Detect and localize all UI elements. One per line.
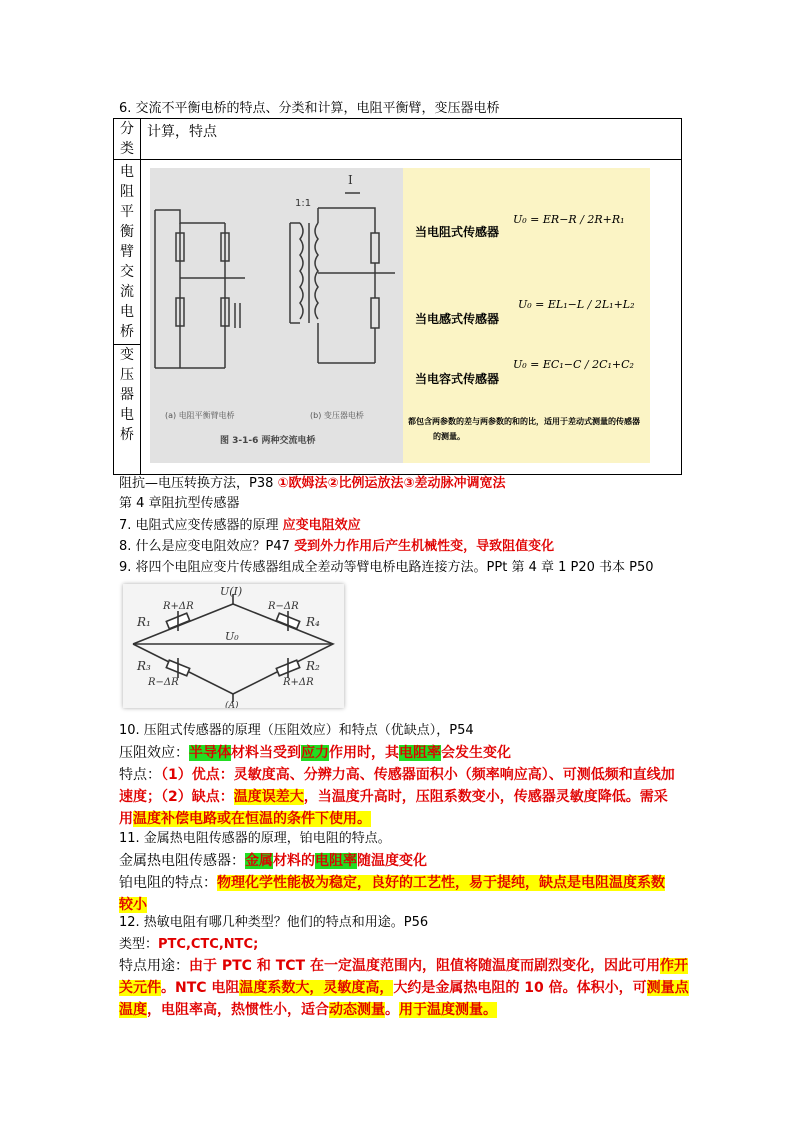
- features-compensation: 温度补偿电路或在恒温的条件下使用。: [133, 811, 371, 827]
- bridge-r1: R₁: [137, 615, 151, 629]
- bridge-r1-value: R+ΔR: [163, 601, 194, 612]
- q11-line: 11. 金属热电阻传感器的原理，铂电阻的特点。: [119, 831, 391, 846]
- piezo-text-2: 作用时，其: [329, 745, 399, 761]
- use-temp-measure: 用于温度测量。: [399, 1002, 497, 1018]
- metal-text-1: 材料的: [273, 853, 315, 869]
- svg-text:I: I: [348, 173, 353, 187]
- inductive-formula: U₀ = EL₁−L / 2L₁+L₂: [518, 298, 635, 311]
- bridge-output: U₀: [225, 630, 239, 643]
- piezo-text-1: 材料当受到: [231, 745, 301, 761]
- bridge-r4-value: R−ΔR: [268, 601, 299, 612]
- use-l3b: ，电阻率高，热惯性小，适合: [147, 1002, 329, 1018]
- piezo-prefix: 压阻效应：: [119, 745, 189, 761]
- metal-metal: 金属: [245, 853, 273, 869]
- table-header-calc: 计算，特点: [141, 119, 682, 160]
- use-point-2: 温度: [119, 1002, 147, 1018]
- platinum-prefix: 铂电阻的特点：: [119, 875, 217, 891]
- thermistor-use-line3: [119, 1000, 497, 1020]
- q7-question: 7. 电阻式应变传感器的原理: [119, 518, 283, 533]
- piezo-text-3: 会发生变化: [441, 745, 511, 761]
- platinum-features: 物理化学性能极为稳定，良好的工艺性，易于提纯，缺点是电阻温度系数: [217, 875, 665, 891]
- use-point-1: 测量点: [646, 980, 689, 996]
- q8-line: [119, 537, 554, 557]
- piezo-features-line1: [119, 765, 675, 785]
- features-advantages: （1）优点：灵敏度高、分辨力高、传感器面积小（频率响应高）、可测低频和直线加: [161, 767, 675, 783]
- platinum-line2: [119, 895, 147, 915]
- impedance-prefix: 阻抗—电压转换方法，P38: [119, 476, 278, 491]
- capacitive-formula: U₀ = EC₁−C / 2C₁+C₂: [513, 358, 634, 371]
- note-line1: 都包含两参数的差与两参数的和的比，适用于差动式测量的传感器: [408, 417, 640, 426]
- table-header-category: 分 类: [114, 119, 141, 160]
- note-line2: 的测量。: [433, 432, 465, 441]
- use-switch-2: 关元件: [119, 980, 161, 996]
- use-prefix: 特点用途：: [119, 958, 189, 974]
- chapter4-heading: 第 4 章阻抗型传感器: [119, 496, 240, 511]
- figure-caption: 图 3-1-6 两种交流电桥: [220, 436, 316, 446]
- metal-prefix: 金属热电阻传感器：: [119, 853, 245, 869]
- row-label-transformer-bridge: 变 压 器 电 桥: [114, 345, 141, 475]
- bridge-r3: R₃: [137, 659, 151, 673]
- impedance-line: [119, 474, 506, 494]
- thermistor-use-line2: [119, 978, 689, 998]
- piezo-features-line2: [119, 787, 668, 807]
- q10-line: 10. 压阻式传感器的原理（压阻效应）和特点（优缺点），P54: [119, 723, 474, 738]
- platinum-line1: [119, 873, 665, 893]
- types-prefix: 类型：: [119, 937, 159, 952]
- use-l2b: 。NTC 电阻: [161, 980, 240, 996]
- bridge-bottom: (A): [225, 701, 239, 708]
- platinum-features-cont: 较小: [119, 897, 147, 913]
- features-l2c: ，当温度升高时，压阻系数变小，传感器灵敏度降低。需采: [303, 789, 668, 805]
- resistive-formula: U₀ = ER−R / 2R+R₁: [513, 213, 625, 226]
- piezo-features-line3: [119, 809, 371, 829]
- thermistor-types-line: [119, 935, 258, 955]
- figure-left-caption: (a) 电阻平衡臂电桥: [165, 411, 235, 420]
- impedance-methods: ①欧姆法②比例运放法③差动脉冲调宽法: [277, 476, 506, 491]
- use-l3d: 。: [385, 1002, 399, 1018]
- bridge-r4: R₄: [306, 615, 320, 629]
- piezo-stress: 应力: [301, 745, 329, 761]
- q6-heading: 6. 交流不平衡电桥的特点、分类和计算，电阻平衡臂，变压器电桥: [119, 101, 500, 116]
- features-temp-error: 温度误差大: [233, 789, 304, 805]
- row-label-resistive-bridge: 电 阻 平 衡 臂 交 流 电 桥: [114, 160, 141, 345]
- use-l1a: 由于 PTC 和 TCT 在一定温度范围内，阻值将随温度而剧烈变化，因此可用: [189, 958, 660, 974]
- q8-answer: 受到外力作用后产生机械性变，导致阻值变化: [294, 539, 555, 554]
- metal-resistivity: 电阻率: [315, 853, 357, 869]
- types-list: PTC,CTC,NTC;: [158, 937, 259, 952]
- use-dynamic: 动态测量: [329, 1002, 385, 1018]
- q7-answer: 应变电阻效应: [282, 518, 361, 533]
- full-bridge-figure: [123, 584, 344, 708]
- inductive-label: 当电感式传感器: [415, 312, 500, 326]
- figure-right-caption: (b) 变压器电桥: [310, 411, 364, 420]
- ratio-label: 1:1: [295, 198, 312, 209]
- formula-panel: [403, 168, 650, 463]
- bridge-supply: U(I): [220, 585, 243, 598]
- bridge-r3-value: R−ΔR: [148, 677, 179, 688]
- metal-text-2: 随温度变化: [357, 853, 427, 869]
- features-l2a: 速度；（2）缺点：: [119, 789, 234, 805]
- q9-line: 9. 将四个电阻应变片传感器组成全差动等臂电桥电路连接方法。PPt 第 4 章 1 P20 书本 P50: [119, 560, 654, 575]
- q7-line: [119, 516, 361, 536]
- resistive-label: 当电阻式传感器: [415, 225, 500, 239]
- bridge-r2: R₂: [306, 659, 320, 673]
- capacitive-label: 当电容式传感器: [415, 372, 500, 386]
- q12-line: 12. 热敏电阻有哪几种类型？他们的特点和用途。P56: [119, 915, 429, 930]
- features-l3a: 用: [119, 811, 133, 827]
- q8-question: 8. 什么是应变电阻效应？P47: [119, 539, 295, 554]
- thermistor-use-line1: [119, 956, 688, 976]
- bridge-r2-value: R+ΔR: [283, 677, 314, 688]
- metal-rtd-line: [119, 851, 427, 871]
- piezo-resistivity: 电阻率: [399, 745, 441, 761]
- use-high-coefficient: 温度系数大，灵敏度高，: [239, 980, 394, 996]
- features-prefix: 特点：: [119, 767, 161, 783]
- piezo-semiconductor: 半导体: [189, 745, 231, 761]
- use-l2d: 大约是金属热电阻的 10 倍。体积小，可: [393, 980, 647, 996]
- use-switch-1: 作开: [659, 958, 688, 974]
- piezo-effect-line: [119, 743, 511, 763]
